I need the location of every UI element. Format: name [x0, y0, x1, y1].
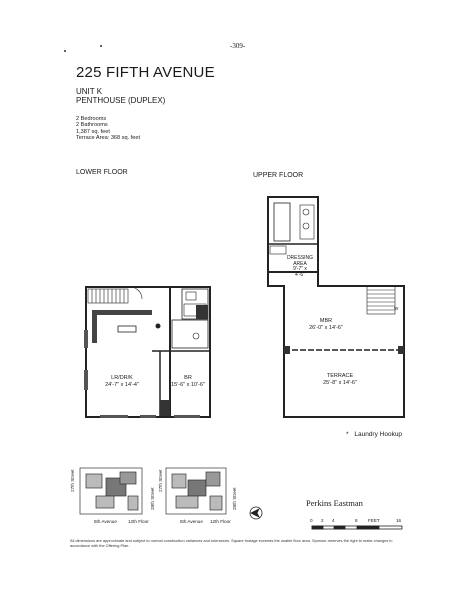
room-size: 24'-7" x 14'-4"	[105, 381, 139, 388]
page-number: -309-	[230, 42, 246, 50]
room-mbr	[298, 318, 354, 331]
firm-name: Perkins Eastman	[306, 498, 363, 508]
keyplan-right-bottom-left: 5th Avenue	[180, 519, 203, 524]
room-name: MBR	[319, 318, 333, 324]
keyplan-left	[80, 468, 142, 514]
keyplan-left-bottom-right: 12th Floor	[128, 519, 149, 524]
room-name: BR	[184, 375, 192, 381]
room-dressing	[282, 256, 318, 278]
unit-name: UNIT K	[76, 87, 103, 96]
room-size: 25'-8" x 14'-6"	[323, 379, 357, 386]
fact-area: 1,387 sq. feet	[76, 128, 110, 135]
keyplan-left-right: 28th Street	[150, 487, 155, 510]
closet-label: W	[394, 306, 399, 311]
room-terrace	[312, 373, 368, 386]
room-br	[166, 375, 210, 388]
scale-unit: FEET	[368, 518, 380, 523]
scale-tick: 4	[332, 518, 335, 523]
north-arrow-icon	[250, 507, 262, 519]
scale-tick: 0	[310, 518, 313, 523]
keyplan-left-bottom-left: 5th Avenue	[94, 519, 117, 524]
room-size: 9'-7" x	[293, 266, 307, 273]
scale-tick: 8	[355, 518, 358, 523]
room-name: TERRACE	[326, 373, 354, 379]
legend	[346, 431, 402, 438]
room-name: DRESSING	[286, 255, 314, 261]
scale-tick: 2	[321, 518, 324, 523]
room-size: 26'-0" x 14'-6"	[309, 324, 343, 331]
room-extra: AREA	[293, 260, 307, 267]
fact-bathrooms: 2 Bathrooms	[76, 122, 108, 129]
room-size: 4'-6"	[295, 271, 305, 278]
upper-floor-label: UPPER FLOOR	[253, 172, 304, 179]
lower-floor-plan	[84, 287, 210, 418]
room-lrdrk	[90, 375, 154, 388]
upper-stair	[367, 286, 395, 314]
legend-marker: *	[346, 431, 349, 438]
page-title: 225 FIFTH AVENUE	[76, 64, 215, 81]
disclaimer: All dimensions are approximate and subject to normal construction variances and tolerances. Square footage exceeds the usable floor area. Sponsor reserves the right to make changes in accordance with the Offering Plan.	[70, 538, 393, 548]
lower-stair	[88, 289, 128, 303]
keyplan-left-side: 27th Street	[70, 469, 75, 492]
fact-terrace: Terrace Area: 368 sq. feet	[76, 135, 141, 142]
fact-bedrooms: 2 Bedrooms	[76, 116, 107, 122]
lower-floor-label: LOWER FLOOR	[76, 169, 128, 176]
lower-windows	[84, 330, 200, 418]
unit-type: PENTHOUSE (DUPLEX)	[76, 96, 166, 105]
keyplan-right-bottom-right: 12th Floor	[210, 519, 231, 524]
room-name: LR/DR/K	[111, 375, 133, 381]
keyplan-right-side: 27th Street	[158, 469, 163, 492]
scale-end: 16	[396, 518, 402, 523]
keyplan-right-right: 28th Street	[232, 487, 237, 510]
keyplan-right	[166, 468, 226, 514]
scale-bar	[312, 526, 402, 529]
room-size: 15'-6" x 10'-6"	[171, 381, 205, 388]
legend-text: Laundry Hookup	[354, 431, 403, 438]
